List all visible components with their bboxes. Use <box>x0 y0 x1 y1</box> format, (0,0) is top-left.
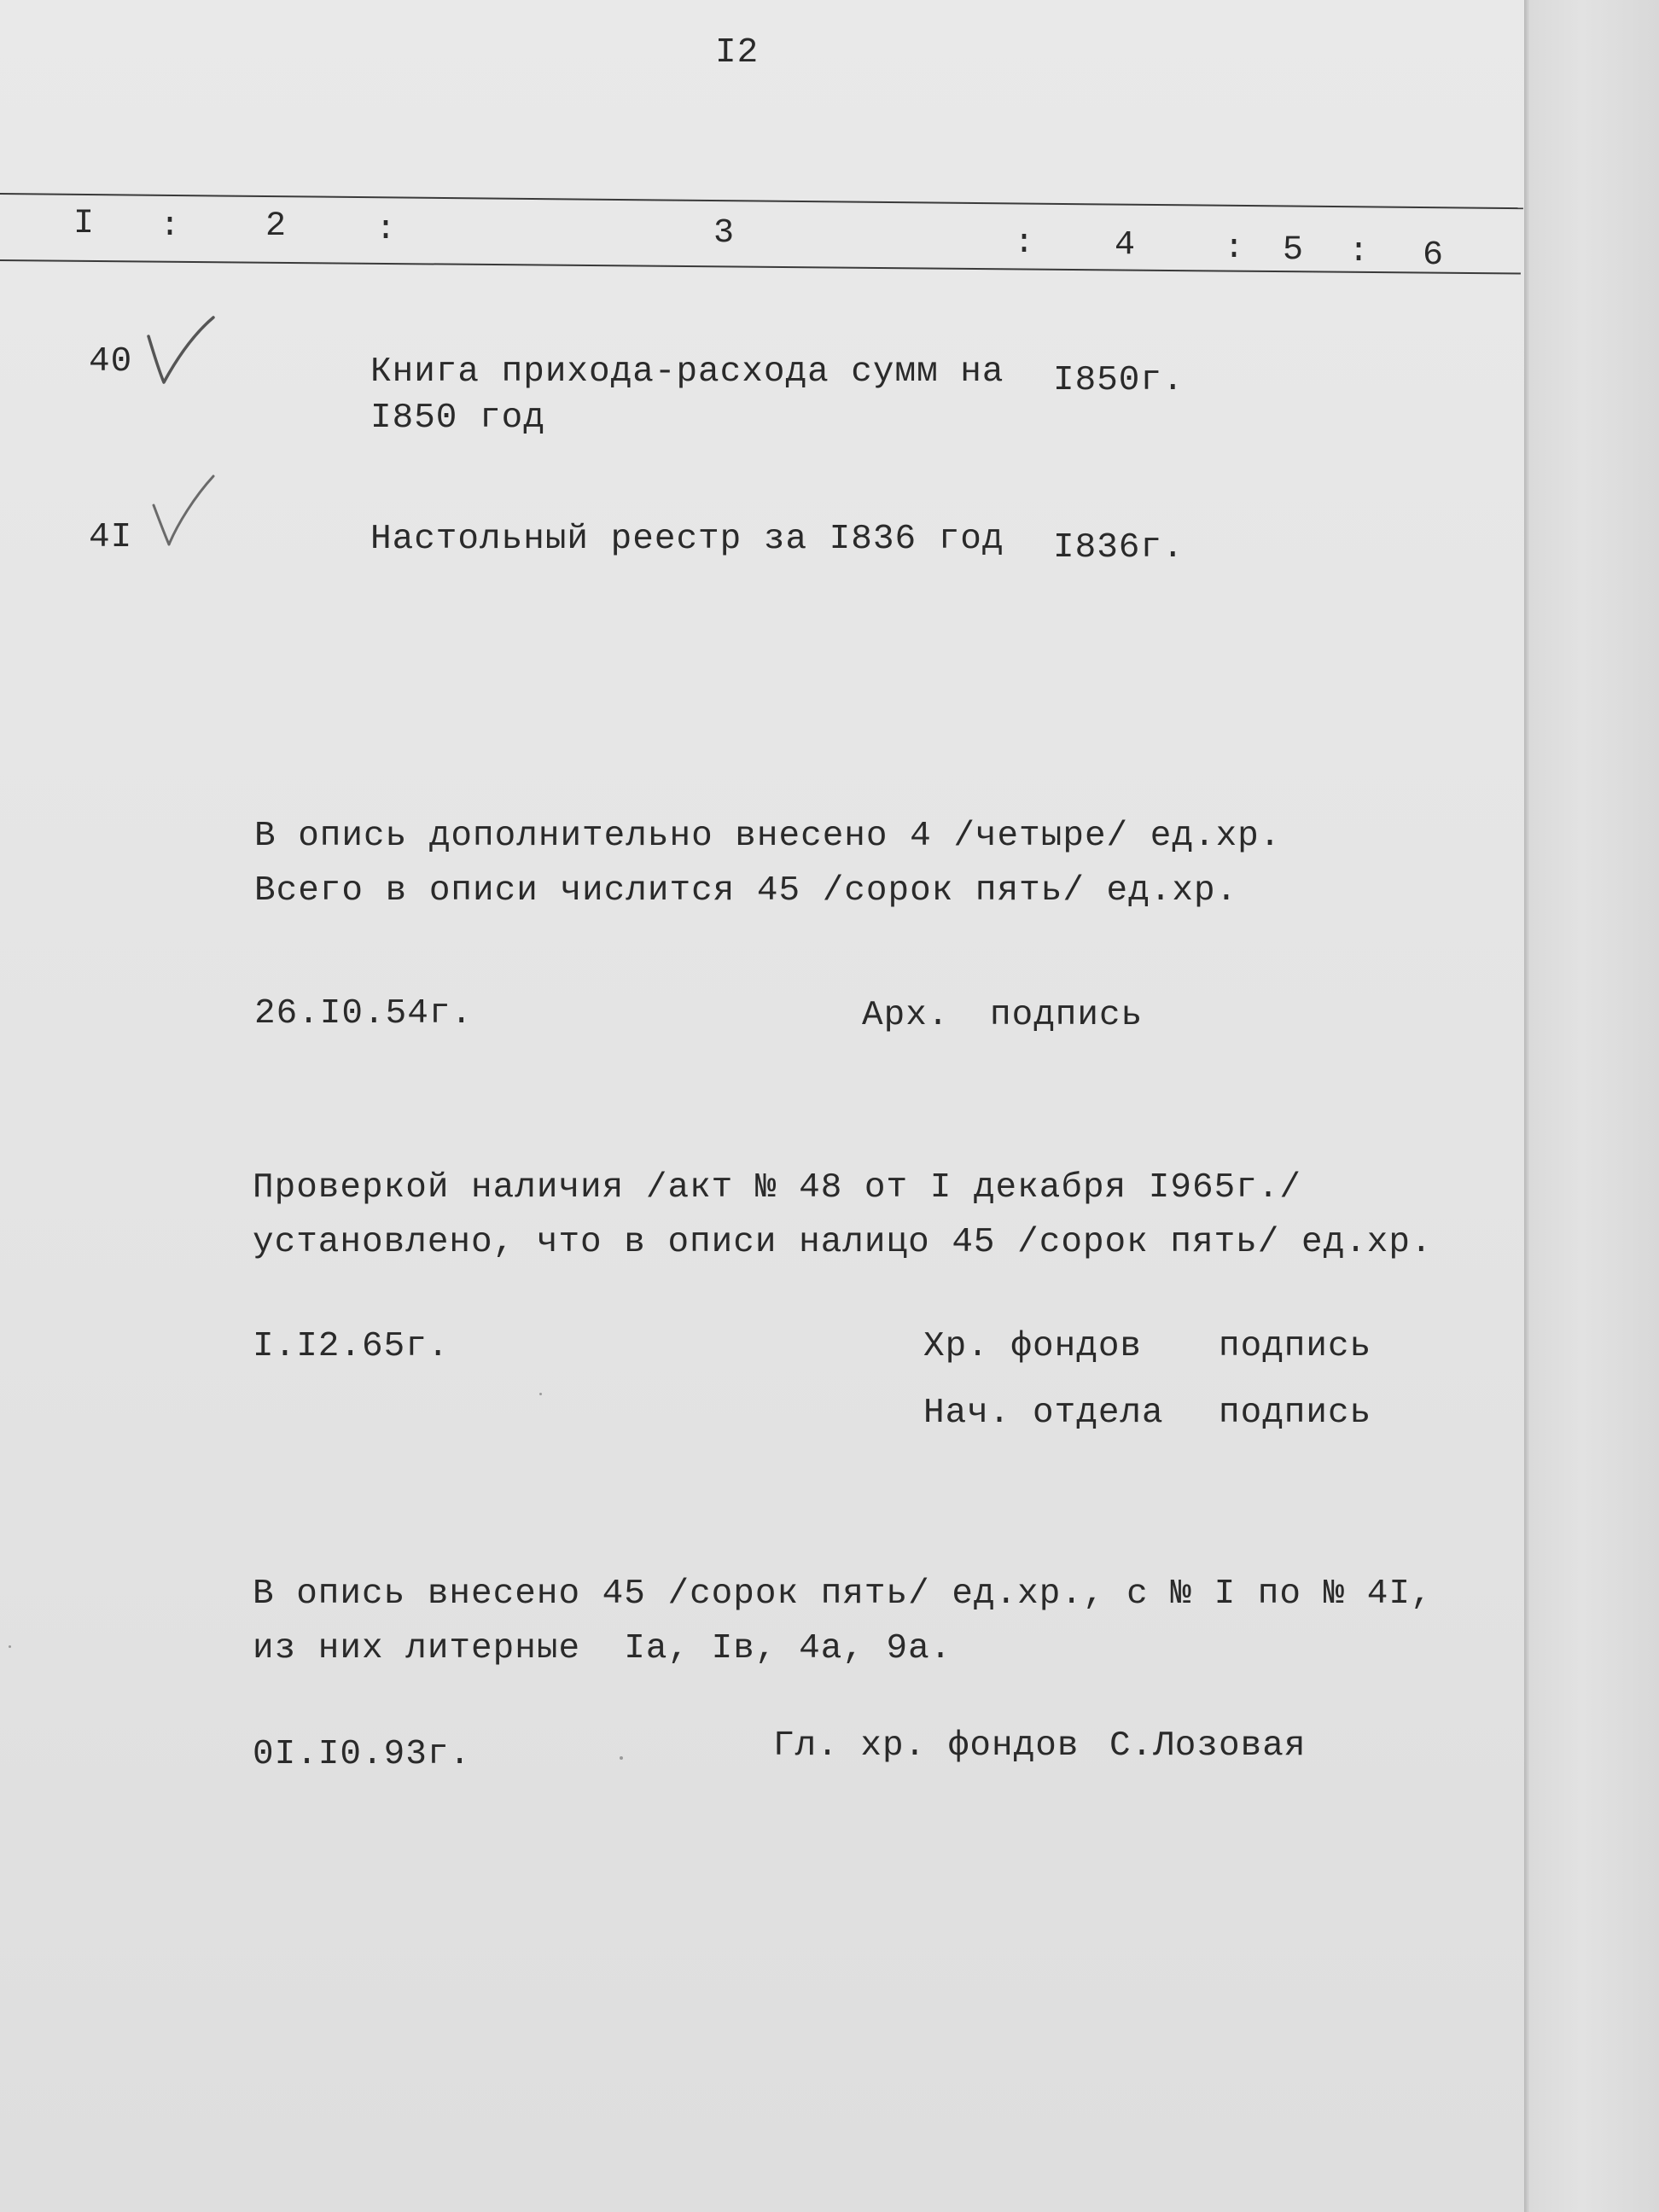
entry-date: I850г. <box>1053 361 1185 400</box>
entry-date: I836г. <box>1053 528 1185 568</box>
header-separator: : <box>1224 230 1246 268</box>
header-col-5: 5 <box>1283 231 1305 270</box>
header-separator: : <box>1014 224 1036 263</box>
header-separator: : <box>375 211 398 249</box>
check-mark-icon <box>142 314 218 391</box>
note-date: I.I2.65г. <box>253 1327 450 1366</box>
underlying-sheet <box>1529 0 1659 2212</box>
header-col-4: 4 <box>1115 226 1137 265</box>
header-col-3: 3 <box>713 214 736 253</box>
note-date: 26.I0.54г. <box>254 994 474 1033</box>
paper-speck <box>9 1645 11 1648</box>
paper-speck <box>620 1756 623 1760</box>
entry-number: 40 <box>89 342 133 381</box>
signatory-role: Арх. <box>862 996 950 1035</box>
header-col-2: 2 <box>265 207 288 246</box>
check-mark-icon <box>147 473 220 550</box>
entry-number: 4I <box>89 518 133 557</box>
paper-speck <box>539 1393 542 1395</box>
page-number: I2 <box>715 33 760 73</box>
signature-placeholder: подпись <box>990 996 1144 1035</box>
note-text: Проверкой наличия /акт № 48 от I декабря I965г./ <box>253 1168 1301 1208</box>
note-text: из них литерные Iа, Iв, 4а, 9а. <box>253 1629 952 1668</box>
header-col-1: I <box>73 205 96 243</box>
header-separator: : <box>1348 233 1371 271</box>
signatory-name: С.Лозовая <box>1109 1726 1307 1766</box>
entry-title: Настольный реестр за I836 год <box>370 520 1004 559</box>
note-text: В опись внесено 45 /сорок пять/ ед.хр., с № I по № 4I, <box>253 1575 1433 1614</box>
note-text: В опись дополнительно внесено 4 /четыре/ ед.хр. <box>254 817 1282 856</box>
header-separator: : <box>160 207 182 246</box>
note-text: установлено, что в описи налицо 45 /сорок пять/ ед.хр. <box>253 1223 1433 1262</box>
entry-title-continued: I850 год <box>370 399 545 438</box>
signatory-role: Нач. отдела <box>923 1394 1164 1433</box>
entry-title: Книга прихода-расхода сумм на <box>370 352 1004 392</box>
note-text: Всего в описи числится 45 /сорок пять/ ед.хр. <box>254 871 1238 911</box>
signatory-role: Хр. фондов <box>923 1327 1143 1366</box>
note-date: 0I.I0.93г. <box>253 1735 472 1774</box>
header-col-6: 6 <box>1423 236 1445 275</box>
signatory-role: Гл. хр. фондов <box>773 1726 1080 1766</box>
page-edge <box>1524 0 1529 2212</box>
signature-placeholder: подпись <box>1219 1394 1372 1433</box>
signature-placeholder: подпись <box>1219 1327 1372 1366</box>
